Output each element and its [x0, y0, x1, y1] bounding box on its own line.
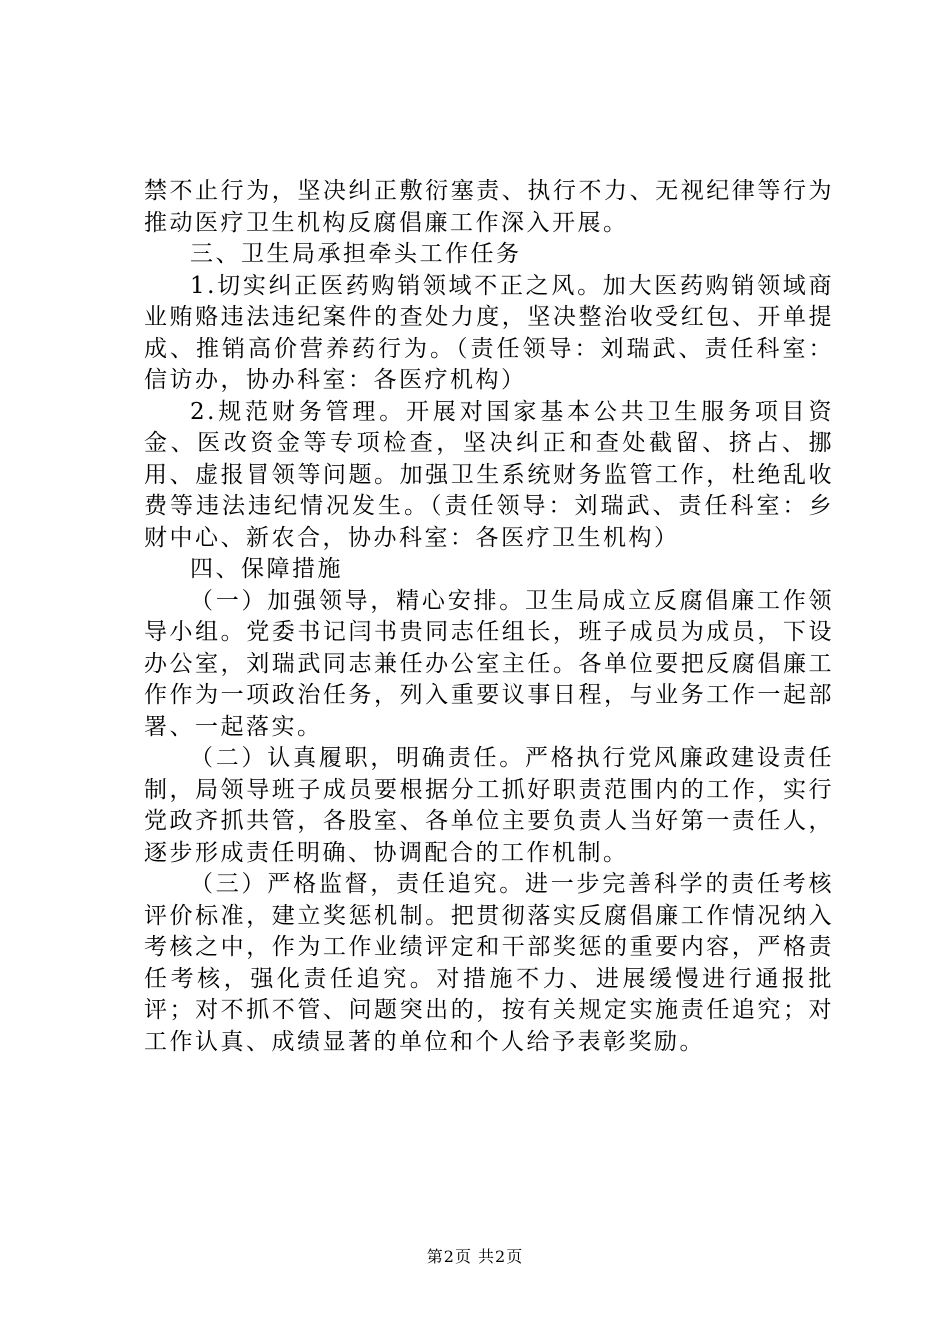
paragraph-measure-2: （二）认真履职，明确责任。严格执行党风廉政建设责任制，局领导班子成员要根据分工抓好职责范围内的工作，实行党政齐抓共管，各股室、各单位主要负责人当好第一责任人，逐步形成责任明确、协调配合的工作机制。	[144, 745, 834, 866]
document-body	[144, 176, 834, 1058]
paragraph-measure-1: （一）加强领导，精心安排。卫生局成立反腐倡廉工作领导小组。党委书记闫书贵同志任组长，班子成员为成员，下设办公室，刘瑞武同志兼任办公室主任。各单位要把反腐倡廉工作作为一项政治任务，列入重要议事日程，与业务工作一起部署、一起落实。	[144, 587, 834, 740]
paragraph-item-2: 2.规范财务管理。开展对国家基本公共卫生服务项目资金、医改资金等专项检查，坚决纠正和查处截留、挤占、挪用、虚报冒领等问题。加强卫生系统财务监管工作，杜绝乱收费等违法违纪情况发生。（责任领导：刘瑞武、责任科室：乡财中心、新农合，协办科室：各医疗卫生机构）	[144, 398, 834, 551]
paragraph-measure-3: （三）严格监督，责任追究。进一步完善科学的责任考核评价标准，建立奖惩机制。把贯彻落实反腐倡廉工作情况纳入考核之中，作为工作业绩评定和干部奖惩的重要内容，严格责任考核，强化责任追究。对措施不力、进展缓慢进行通报批评；对不抓不管、问题突出的，按有关规定实施责任追究；对工作认真、成绩显著的单位和个人给予表彰奖励。	[144, 871, 834, 1055]
section-heading-three: 三、卫生局承担牵头工作任务	[190, 241, 522, 267]
paragraph-item-1: 1.切实纠正医药购销领域不正之风。加大医药购销领域商业贿赂违法违纪案件的查处力度，坚决整治收受红包、开单提成、推销高价营养药行为。（责任领导：刘瑞武、责任科室：信访办，协办科室：各医疗机构）	[144, 272, 834, 393]
paragraph-continuation: 禁不止行为，坚决纠正敷衍塞责、执行不力、无视纪律等行为推动医疗卫生机构反腐倡廉工作深入开展。	[144, 178, 834, 236]
page-number-footer: 第2页 共2页	[426, 1247, 524, 1266]
section-heading-four: 四、保障措施	[190, 556, 343, 582]
